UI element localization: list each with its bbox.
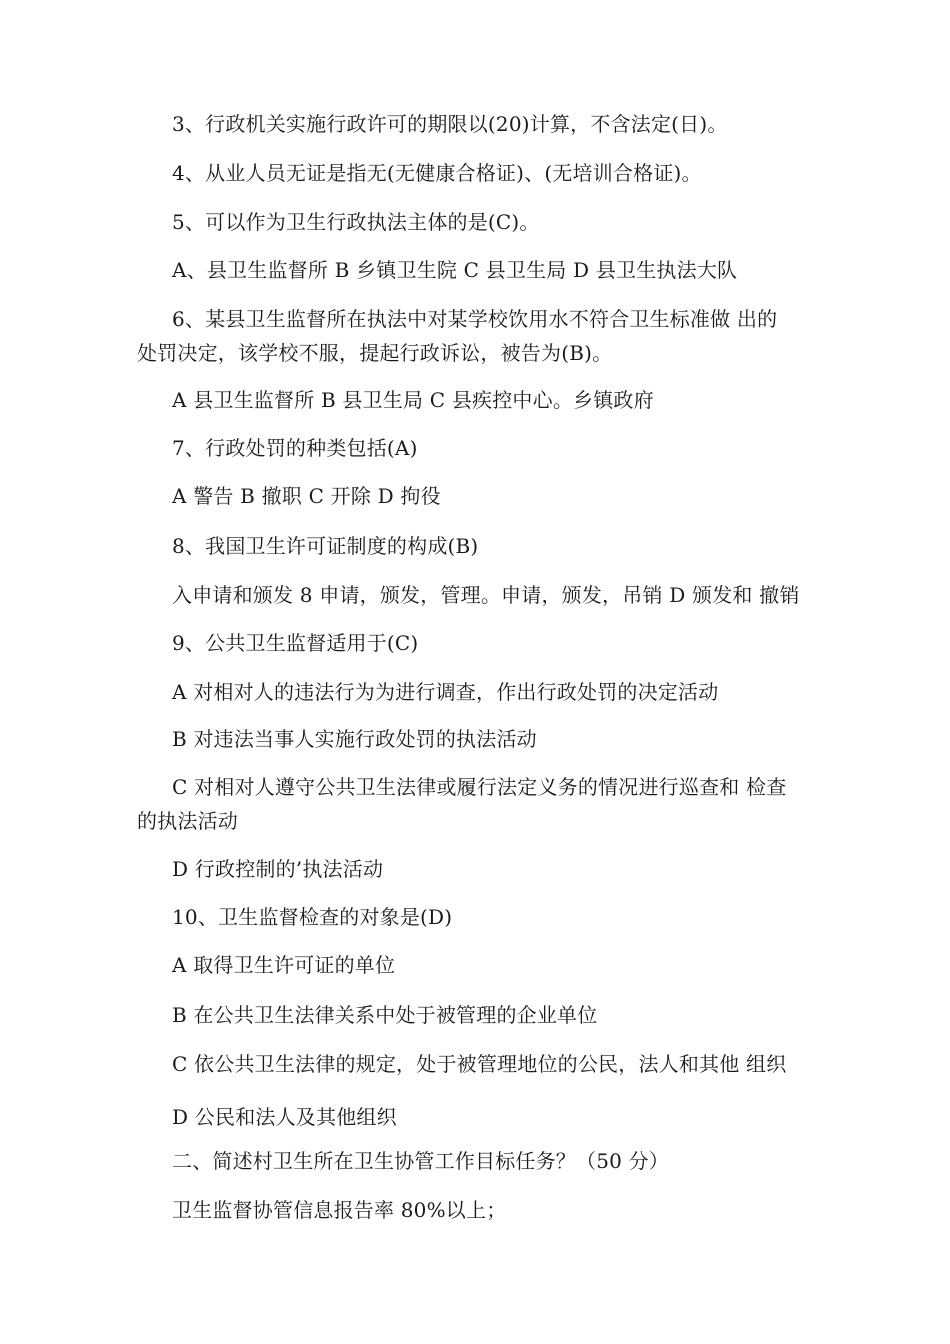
question-9-option-c: C 对相对人遵守公共卫生法律或履行法定义务的情况进行巡查和 检查 <box>172 775 787 799</box>
question-10-option-b: B 在公共卫生法律关系中处于被管理的企业单位 <box>172 1003 598 1027</box>
question-10: 10、卫生监督检查的对象是(D) <box>172 905 453 929</box>
question-10-option-c: C 依公共卫生法律的规定，处于被管理地位的公民，法人和其他 组织 <box>172 1052 787 1076</box>
question-9: 9、公共卫生监督适用于(C) <box>172 631 419 655</box>
question-3: 3、行政机关实施行政许可的期限以(20)计算，不含法定(日)。 <box>172 112 728 136</box>
question-7-options: A 警告 B 撤职 C 开除 D 拘役 <box>172 484 441 508</box>
question-5-options: A、县卫生监督所 B 乡镇卫生院 C 县卫生局 D 县卫生执法大队 <box>172 258 738 282</box>
question-9-option-d: D 行政控制的’执法活动 <box>172 857 384 881</box>
question-7: 7、行政处罚的种类包括(A) <box>172 436 418 460</box>
question-6-options: A 县卫生监督所 B 县卫生局 C 县疾控中心。乡镇政府 <box>172 388 654 412</box>
question-6: 6、某县卫生监督所在执法中对某学校饮用水不符合卫生标准做 出的 <box>172 307 778 331</box>
question-9-option-b: B 对违法当事人实施行政处罚的执法活动 <box>172 727 537 751</box>
question-9-option-a: A 对相对人的违法行为为进行调查，作出行政处罚的决定活动 <box>172 680 719 704</box>
question-6-continued: 处罚决定，该学校不服，提起行政诉讼，被告为(B)。 <box>137 341 613 365</box>
question-10-option-a: A 取得卫生许可证的单位 <box>172 953 396 977</box>
section-2-heading: 二、简述村卫生所在卫生协管工作目标任务？（50 分） <box>172 1149 670 1173</box>
question-8-options: 入申请和颁发 8 申请，颁发，管理。申请，颁发，吊销 D 颁发和 撤销 <box>172 583 800 607</box>
question-4: 4、从业人员无证是指无(无健康合格证)、(无培训合格证)。 <box>172 161 702 185</box>
question-10-option-d: D 公民和法人及其他组织 <box>172 1105 397 1129</box>
section-2-answer: 卫生监督协管信息报告率 80%以上； <box>172 1198 507 1222</box>
question-8: 8、我国卫生许可证制度的构成(B) <box>172 534 479 558</box>
question-5: 5、可以作为卫生行政执法主体的是(C)。 <box>172 210 540 234</box>
question-9-option-c-continued: 的执法活动 <box>137 809 238 833</box>
